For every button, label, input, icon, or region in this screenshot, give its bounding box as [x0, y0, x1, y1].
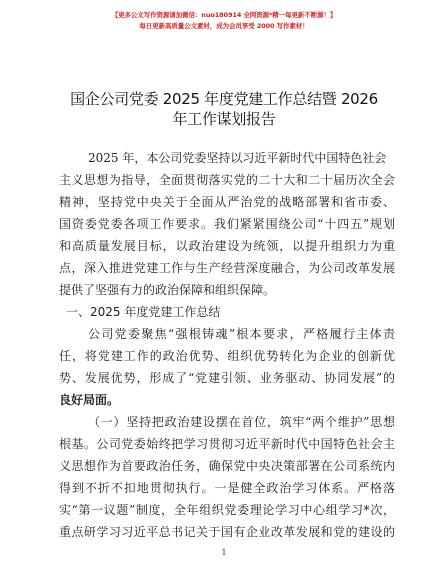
- body-line: 根基。公司党委始终把学习贯彻习近平新时代中国特色社会主: [59, 437, 395, 451]
- body-line: 义思想作为首要政治任务，确保党中央决策部署在公司系统内: [59, 459, 395, 473]
- promo-banner-line-1: 【更多公文写作资源请加微信：nuo180914 全网资源*精一每更新不断源！】: [111, 11, 337, 19]
- body-line: 实“第一议题”制度，全年组织党委理论学习中心组学习*次，: [59, 503, 395, 517]
- section-heading: 一、2025 年度党建工作总结: [66, 305, 221, 319]
- page-number: 1: [221, 548, 227, 557]
- body-line: 公司党委聚焦“强根铸魂”根本要求，严格履行主体责: [88, 327, 395, 341]
- body-line: 重点研学习习近平总书记关于国有企业改革发展和党的建设的: [59, 525, 395, 539]
- promo-banner-line-2: 每日更新高质量公文素材，成为会员享受 2000 写作素材！: [139, 22, 309, 30]
- body-line: 点，深入推进党建工作与生产经营深度融合，为公司改革发展: [59, 261, 395, 275]
- body-line: 国资委党委各项工作要求。我们紧紧围绕公司“十四五”规划: [59, 217, 395, 231]
- body-line: 势、发展优势，形成了“党建引领、业务驱动、协同发展”的: [59, 371, 395, 385]
- document-title-line-2: 年工作谋划报告: [172, 110, 276, 128]
- body-line: 良好局面。: [59, 393, 120, 407]
- body-line: 任，将党建工作的政治优势、组织优势转化为企业的创新优: [59, 349, 395, 363]
- body-line: 主义思想为指导，全面贯彻落实党的二十大和二十届历次全会: [59, 173, 395, 187]
- body-line: 和高质量发展目标，以政治建设为统领，以提升组织力为重: [59, 239, 395, 253]
- document-title-line-1: 国企公司党委 2025 年度党建工作总结暨 2026: [70, 90, 378, 108]
- body-line: （一）坚持把政治建设摆在首位，筑牢“两个维护”思想: [88, 415, 395, 429]
- body-line: 得到不折不扣地贯彻执行。一是健全政治学习体系。严格落: [59, 481, 395, 495]
- body-line: 2025 年，本公司党委坚持以习近平新时代中国特色社会: [88, 151, 387, 165]
- body-line: 提供了坚强有力的政治保障和组织保障。: [59, 283, 276, 297]
- body-line: 精神，坚持党中央关于全面从严治党的战略部署和省市委、: [59, 195, 395, 209]
